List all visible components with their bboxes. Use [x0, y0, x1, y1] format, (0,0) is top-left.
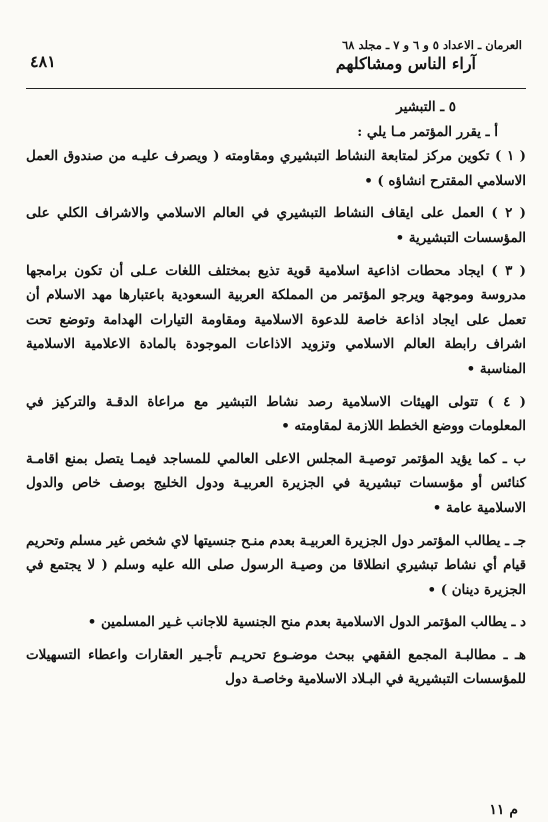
clause-e: هـ ـ مطالبـة المجمع الفقهي ببحث موضـوع تحريـم تأجـير العقارات واعطاء التسهيلات للمؤسسات التبشيرية في البـلاد الاسلامية وخاصـة دول — [26, 646, 526, 688]
page-header — [26, 30, 526, 89]
item-4: ( ٤ ) تتولى الهيئات الاسلامية رصد نشاط التبشير مع مراعاة الدقـة والتركيز في المعلومات ووضع الخطط اللازمة لمقاومته • — [26, 393, 526, 435]
clause-d: د ـ يطالب المؤتمر الدول الاسلامية بعدم منح الجنسية للاجانب غـير المسلمين • — [87, 614, 526, 631]
signature-mark: م ١١ — [489, 802, 518, 818]
clause-b: ب ـ كما يؤيد المؤتمر توصيـة المجلس الاعلى العالمي للمساجد فيمـا يتصل بمنع اقامـة كنائس أو مؤسسات تبشيرية في الجزيرة العربيـة ودول الخليج بوصف خاص والدول الاسلامية عامة • — [26, 450, 526, 516]
section-title: آراء الناس ومشاكلهم — [335, 54, 476, 73]
item-3: ( ٣ ) ايجاد محطات اذاعية اسلامية قوية تذيع بمختلف اللغات عـلى أن تكون برامجها مدروسة وموجهة ويرجو المؤتمر من المملكة العربية السعودية باعتبارها مهد الاسلام أن تعمل على ايجاد اذاعة خاصة للدعوة الاسلامية ومقاومة التيارات الهدامة وتوضع تحت اشراف رابطة العالم الاسلامي وتزويد الاذاعات الموجودة بالمادة الاعلامية الاسلامية المناسبة • — [26, 262, 526, 377]
journal-info: العرمان ـ الاعداد ٥ و ٦ و ٧ ـ مجلد ٦٨ — [342, 38, 522, 52]
item-2: ( ٢ ) العمل على ايقاف النشاط التبشيري في العالم الاسلامي والاشراف الكلي على المؤسسات التبشيرية • — [26, 205, 526, 246]
item-1: ( ١ ) تكوين مركز لمتابعة النشاط التبشيري ومقاومته ( ويصرف عليـه من صندوق العمل الاسلامي المقترح انشاؤه ) • — [26, 148, 527, 189]
resolution-lead: أ ـ يقرر المؤتمر مـا يلي : — [357, 123, 498, 140]
document-body — [26, 89, 526, 692]
page-number: ٤٨١ — [30, 52, 56, 71]
topic-heading: ٥ ـ التبشير — [396, 99, 456, 115]
clause-c: جـ ـ يطالب المؤتمر دول الجزيرة العربيـة بعدم منـح جنسيتها لاي شخص غير مسلم وتحريم قيام أي نشاط تبشيري انطلاقا من وصيـة الرسول صلى الله عليه وسلم ( لا يجتمع في الجزيرة دينان ) • — [26, 532, 526, 598]
